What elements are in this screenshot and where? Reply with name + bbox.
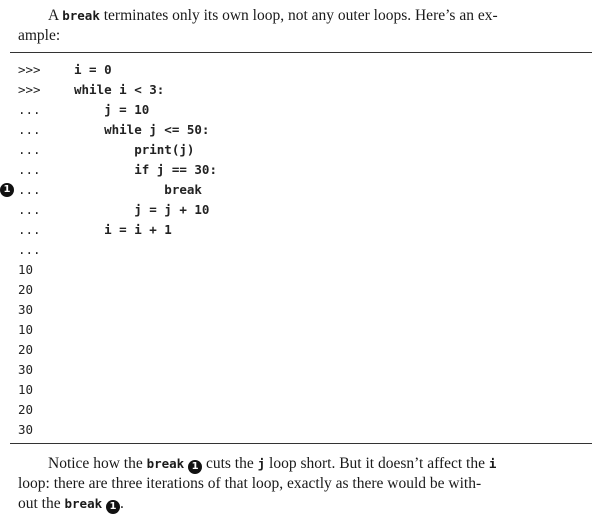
code-line: [18, 120, 588, 140]
code-prompt: ...: [18, 222, 41, 237]
outro-text-3: loop short. But it doesn’t affect the: [265, 455, 489, 472]
output-line: 10: [18, 262, 34, 277]
outro-text-line2: loop: there are three iterations of that loop, exactly as there would be with-: [18, 475, 482, 492]
code-prompt: ...: [18, 102, 41, 117]
code-text: i = 0: [74, 62, 112, 77]
code-text: while j <= 50:: [74, 122, 210, 137]
callout-marker-icon: 1: [106, 500, 120, 514]
outro-text-2: cuts the: [202, 455, 258, 472]
output-line: 20: [18, 282, 34, 297]
outro-code-j: j: [257, 456, 266, 471]
code-top-rule: [10, 52, 592, 53]
intro-text-line2: ample:: [18, 27, 61, 44]
outro-paragraph: [18, 454, 590, 514]
code-prompt: ...: [18, 182, 41, 197]
code-line: [18, 220, 588, 240]
output-line: 20: [18, 342, 34, 357]
code-line: [18, 80, 588, 100]
output-line: 30: [18, 362, 34, 377]
code-prompt: >>>: [18, 82, 41, 97]
output-line: 20: [18, 402, 34, 417]
code-prompt: ...: [18, 142, 41, 157]
intro-text-1: A: [48, 7, 63, 24]
code-prompt: ...: [18, 202, 41, 217]
code-prompt: ...: [18, 242, 41, 257]
output-line: 30: [18, 302, 34, 317]
intro-text-2: terminates only its own loop, not any outer loops. Here’s an ex-: [99, 7, 498, 24]
code-line: [18, 200, 588, 220]
code-block: [3, 60, 588, 440]
outro-code-i: i: [488, 456, 497, 471]
code-prompt: ...: [18, 162, 41, 177]
code-text: break: [74, 182, 202, 197]
code-prompt: ...: [18, 122, 41, 137]
outro-text-end: .: [120, 495, 124, 512]
code-line: [18, 240, 588, 260]
outro-code-break: break: [146, 456, 185, 471]
code-line: [18, 100, 588, 120]
code-line: [18, 160, 588, 180]
code-text: print(j): [74, 142, 195, 157]
output-line: 10: [18, 382, 34, 397]
code-text: i = i + 1: [74, 222, 172, 237]
intro-code-break: break: [62, 8, 100, 23]
code-bottom-rule: [10, 443, 592, 444]
code-text: if j == 30:: [74, 162, 217, 177]
code-text: j = j + 10: [74, 202, 210, 217]
output-line: 10: [18, 322, 34, 337]
code-text: j = 10: [74, 102, 150, 117]
outro-text-line3: out the: [18, 495, 65, 512]
code-prompt: >>>: [18, 62, 41, 77]
code-line: [3, 180, 588, 200]
outro-code-break-2: break: [64, 496, 103, 511]
intro-paragraph: [18, 6, 590, 46]
callout-marker-icon: 1: [188, 460, 202, 474]
code-text: while i < 3:: [74, 82, 165, 97]
code-line: [18, 140, 588, 160]
outro-text-1: Notice how the: [48, 455, 147, 472]
code-line: [18, 60, 588, 80]
output-line: 30: [18, 422, 34, 437]
callout-marker-icon: 1: [0, 183, 14, 197]
